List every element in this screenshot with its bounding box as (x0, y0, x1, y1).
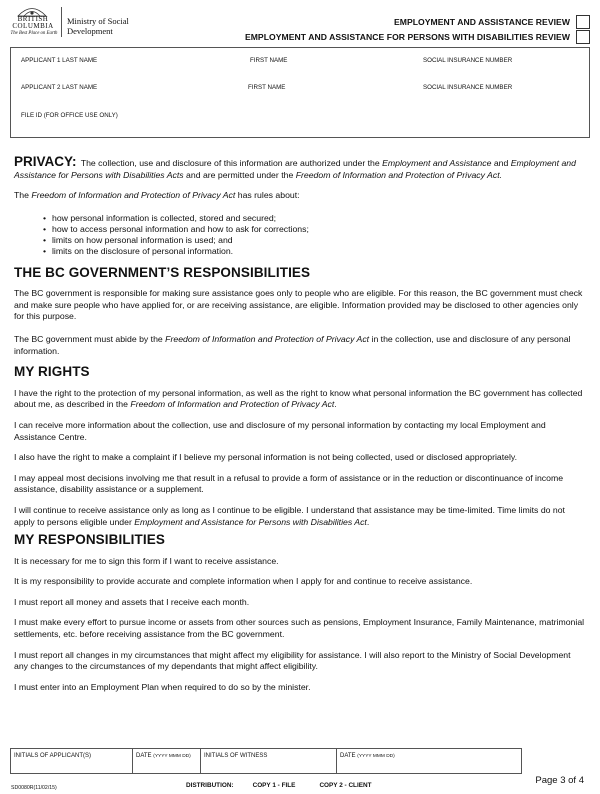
privacy-statement: PRIVACY: The collection, use and disclosure of this information are authorized under the Employment and Assistance and Employment and Assistance for Persons with Disabilities Acts and are permitted under the Freedom of Information and Protection of Privacy Act. (14, 154, 576, 180)
distribution-label: DISTRIBUTION: (186, 782, 234, 789)
distribution-line (186, 782, 372, 789)
gov-paragraph-1: The BC government is responsible for making sure assistance goes only to people who are eligible. For this reason, the BC government must check and make sure people who have applied for, or are receiving assistance, are eligible. Information provided may be disclosed to other agencies only for this purpose. (14, 288, 583, 322)
bc-tagline: The Best Place on Earth (10, 31, 58, 36)
ministry-name: Ministry of Social Development (67, 16, 129, 36)
eapwd-review-checkbox[interactable] (576, 30, 590, 44)
copy1-label: COPY 1 - FILE (252, 782, 296, 789)
privacy-heading: PRIVACY: (14, 154, 77, 169)
rights-paragraph-2: I can receive more information about the collection, use and disclosure of my personal information by contacting my local Employment and Assistance Centre. (14, 419, 546, 442)
gov-paragraph-2: The BC government must abide by the Freedom of Information and Protection of Privacy Act in the collection, use and disclosure of any personal information. (14, 333, 571, 356)
logo-divider (61, 7, 62, 37)
title-eapwd-review: EMPLOYMENT AND ASSISTANCE FOR PERSONS WITH DISABILITIES REVIEW (244, 32, 570, 42)
initials-witness-field[interactable]: INITIALS OF WITNESS (201, 749, 337, 773)
privacy-rules-intro: The Freedom of Information and Protection of Privacy Act has rules about: (14, 190, 300, 201)
title-ea-review: EMPLOYMENT AND ASSISTANCE REVIEW (393, 17, 570, 27)
responsibility-item: It is my responsibility to provide accurate and complete information when I apply for and continue to receive assistance. (14, 576, 473, 587)
title-row-2 (245, 30, 590, 44)
rights-paragraph-4: I may appeal most decisions involving me that result in a refusal to provide a form of assistance or in the reduction or discontinuance of income assistance, disability assistance or a supplement. (14, 472, 564, 495)
list-item: • limits on how personal information is used; and (52, 235, 586, 246)
responsibility-item: It is necessary for me to sign this form if I want to receive assistance. (14, 555, 279, 566)
applicant2-sin-label: SOCIAL INSURANCE NUMBER (423, 84, 513, 91)
file-id-label: FILE ID (FOR OFFICE USE ONLY) (21, 112, 118, 119)
applicant-info-box[interactable] (10, 47, 590, 138)
form-code: SD0080R(11/02/15) (11, 785, 57, 791)
title-row-1 (394, 15, 590, 29)
ministry-logo (6, 5, 146, 41)
applicant2-last-name-label: APPLICANT 2 LAST NAME (21, 84, 98, 91)
bc-wordmark: BRITISH COLUMBIA (12, 15, 54, 30)
rights-paragraph-5: I will continue to receive assistance only as long as I continue to be eligible. I understand that assistance may be time-limited. Time limits do not apply to persons eligible under Employment and Assistance for Persons with Disabilities Act. (14, 504, 565, 527)
responsibility-item: I must report all money and assets that I receive each month. (14, 596, 250, 607)
ea-review-checkbox[interactable] (576, 15, 590, 29)
initials-applicant-field[interactable]: INITIALS OF APPLICANT(S) (11, 749, 133, 773)
privacy-rules-list (52, 213, 586, 258)
responsibility-item: I must report all changes in my circumstances that might affect my eligibility for assistance. I will also report to the Ministry of Social Development any changes to the circumstances of my dependants that might affect eligibility. (14, 649, 571, 672)
applicant1-last-name-label: APPLICANT 1 LAST NAME (21, 57, 98, 64)
copy2-label: COPY 2 - CLIENT (319, 782, 372, 789)
my-responsibilities-heading: MY RESPONSIBILITIES (14, 532, 165, 548)
gov-responsibilities-heading: THE BC GOVERNMENT’S RESPONSIBILITIES (14, 264, 311, 280)
form-body (14, 156, 586, 702)
rights-paragraph-3: I also have the right to make a complaint if I believe my personal information is not being collected, used or disclosed appropriately. (14, 452, 518, 463)
applicant1-first-name-label: FIRST NAME (250, 57, 288, 64)
list-item: • limits on the disclosure of personal information. (52, 246, 586, 257)
date-witness-field[interactable]: DATE (YYYY MMM DD) (340, 753, 395, 759)
applicant2-first-name-label: FIRST NAME (248, 84, 286, 91)
initials-table (10, 748, 522, 774)
list-item: • how to access personal information and how to ask for corrections; (52, 224, 586, 235)
responsibility-item: I must make every effort to pursue income or assets from other sources such as pensions, Employment Insurance, Family Maintenance, matrimonial settlements, etc. before receiving assistance from the BC government. (14, 617, 585, 640)
my-rights-heading: MY RIGHTS (14, 364, 90, 380)
rights-paragraph-1: I have the right to the protection of my personal information, as well as the right to know what personal information the BC government has collected about me, as described in the Freedom of Information and Protection of Privacy Act. (14, 387, 583, 410)
form-header (0, 0, 600, 46)
page-number: Page 3 of 4 (535, 775, 584, 786)
list-item: • how personal information is collected, stored and secured; (52, 213, 586, 224)
applicant1-sin-label: SOCIAL INSURANCE NUMBER (423, 57, 513, 64)
responsibility-item: I must enter into an Employment Plan when required to do so by the minister. (14, 681, 311, 692)
date-applicant-field[interactable]: DATE (YYYY MMM DD) (133, 749, 201, 773)
